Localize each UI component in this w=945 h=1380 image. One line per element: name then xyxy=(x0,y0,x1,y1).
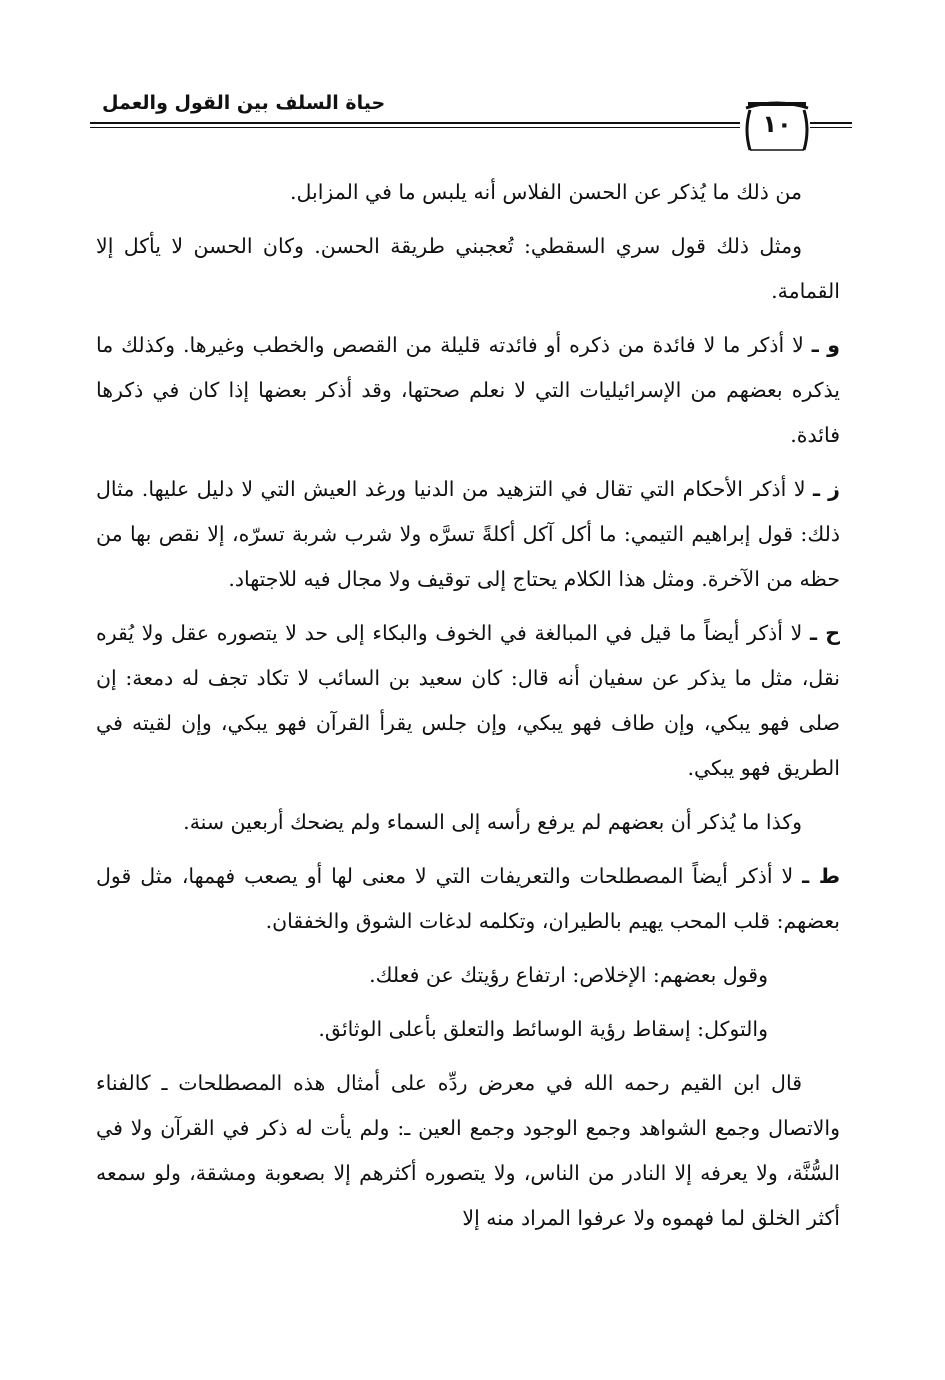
page-number: ١٠ xyxy=(762,110,792,138)
header-rule-right xyxy=(810,122,852,124)
item-label: ط ـ xyxy=(802,864,840,888)
header-rule-thin xyxy=(90,127,740,128)
paragraph xyxy=(96,467,840,602)
paragraph-text: لا أذكر الأحكام التي تقال في التزهيد من الدنيا ورغد العيش التي لا دليل عليها. مثال ذلك: قول إبراهيم التيمي: ما أكل آكل أكلةً تسرَّه ولا شرب شربة تسرّه، إلا نقص بها من حظه من الآخرة. ومثل هذا الكلام يحتاج إلى توقيف ولا مجال فيه للاجتهاد. xyxy=(96,477,840,591)
body-text xyxy=(96,170,840,1250)
paragraph-text: والتوكل: إسقاط رؤية الوسائط والتعلق بأعلى الوثائق. xyxy=(318,1017,768,1041)
header-rule xyxy=(90,122,740,124)
paragraph xyxy=(96,1007,840,1052)
paragraph xyxy=(96,854,840,944)
item-label: ح ـ xyxy=(809,621,840,645)
paragraph-text: من ذلك ما يُذكر عن الحسن الفلاس أنه يلبس ما في المزابل. xyxy=(289,180,802,204)
paragraph-text: وقول بعضهم: الإخلاص: ارتفاع رؤيتك عن فعلك. xyxy=(369,963,768,987)
paragraph xyxy=(96,170,840,215)
paragraph xyxy=(96,323,840,458)
item-label: ز ـ xyxy=(813,477,840,501)
page-number-ornament xyxy=(738,96,816,154)
header-rule-right-thin xyxy=(810,127,852,128)
paragraph xyxy=(96,224,840,314)
paragraph-text: ومثل ذلك قول سري السقطي: تُعجبني طريقة الحسن. وكان الحسن لا يأكل إلا القمامة. xyxy=(96,234,840,303)
paragraph-text: لا أذكر أيضاً المصطلحات والتعريفات التي لا معنى لها أو يصعب فهمها، مثل قول بعضهم: قلب المحب يهيم بالطيران، وتكلمه لدغات الشوق والخفقان. xyxy=(96,864,840,933)
page-header xyxy=(90,92,850,162)
paragraph-text: لا أذكر أيضاً ما قيل في المبالغة في الخوف والبكاء إلى حد لا يتصوره عقل ولا يُقره نقل، مثل ما يذكر عن سفيان أنه قال: كان سعيد بن السائب لا تكاد تجف له دمعة: إن صلى فهو يبكي، وإن طاف فهو يبكي، وإن جلس يقرأ القرآن فهو يبكي، وإن لقيته في الطريق فهو يبكي. xyxy=(96,621,840,780)
paragraph xyxy=(96,1061,840,1241)
paragraph xyxy=(96,800,840,845)
paragraph xyxy=(96,611,840,791)
paragraph xyxy=(96,953,840,998)
paragraph-text: لا أذكر ما لا فائدة من ذكره أو فائدته قليلة من القصص والخطب وغيرها. وكذلك ما يذكره بعضهم من الإسرائيليات التي لا نعلم صحتها، وقد أذكر بعضها إذا كان في ذكرها فائدة. xyxy=(96,333,840,447)
running-title: حياة السلف بين القول والعمل xyxy=(102,92,386,114)
item-label: و ـ xyxy=(811,333,840,357)
paragraph-text: وكذا ما يُذكر أن بعضهم لم يرفع رأسه إلى السماء ولم يضحك أربعين سنة. xyxy=(183,810,802,834)
paragraph-text: قال ابن القيم رحمه الله في معرض ردِّه على أمثال هذه المصطلحات ـ كالفناء والاتصال وجمع الشواهد وجمع الوجود وجمع العين ـ: ولم يأت له ذكر في القرآن ولا في السُّنَّة، ولا يعرفه إلا النادر من الناس، ولا يتصوره أكثرهم إلا بصعوبة ومشقة، ولو سمعه أكثر الخلق لما فهموه ولا عرفوا المراد منه إلا xyxy=(96,1071,840,1230)
